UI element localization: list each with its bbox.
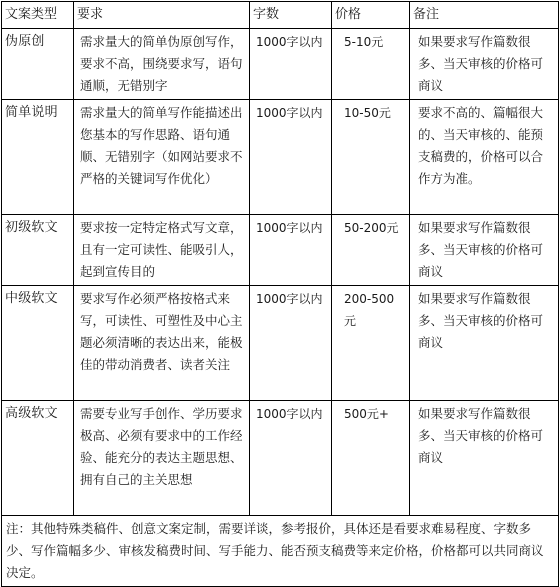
- table-row: [2, 401, 559, 516]
- requirement-cell: 需要专业写手创作、学历要求极高、必须有要求中的工作经验、能充分的表达主题思想、拥有自己的主关思想: [74, 401, 250, 516]
- price-cell: 200-500元: [332, 286, 410, 401]
- count-cell: 1000字以内: [250, 215, 332, 286]
- table-row: [2, 286, 559, 401]
- header-price: 价格: [332, 2, 410, 29]
- note-cell: 要求不高的、篇幅很大的、当天审核的、能预支稿费的，价格可以合作方为准。: [410, 100, 559, 215]
- note-cell: 如果要求写作篇数很多、当天审核的价格可商议: [410, 29, 559, 100]
- table-row: [2, 215, 559, 286]
- price-cell: 500元+: [332, 401, 410, 516]
- count-cell: 1000字以内: [250, 100, 332, 215]
- requirement-cell: 要求写作必须严格按格式来写，可读性、可塑性及中心主题必须清晰的表达出来，能极佳的带动消费者、读者关注: [74, 286, 250, 401]
- type-cell: 初级软文: [2, 215, 74, 286]
- type-cell: 伪原创: [2, 29, 74, 100]
- table-row: [2, 100, 559, 215]
- price-cell: 5-10元: [332, 29, 410, 100]
- note-cell: 如果要求写作篇数很多、当天审核的价格可商议: [410, 401, 559, 516]
- requirement-cell: 要求按一定特定格式写文章，且有一定可读性、能吸引人，起到宣传目的: [74, 215, 250, 286]
- type-cell: 简单说明: [2, 100, 74, 215]
- price-cell: 50-200元: [332, 215, 410, 286]
- header-note: 备注: [410, 2, 559, 29]
- type-cell: 中级软文: [2, 286, 74, 401]
- footnote-row: [2, 516, 559, 587]
- table-row: [2, 29, 559, 100]
- count-cell: 1000字以内: [250, 401, 332, 516]
- count-cell: 1000字以内: [250, 286, 332, 401]
- footnote-text: 注：其他特殊类稿件、创意文案定制，需要详谈，参考报价，具体还是看要求难易程度、字数多少、写作篇幅多少、审核发稿费时间、写手能力、能否预支稿费等来定价格，价格都可以共同商议决定。: [2, 516, 559, 587]
- header-type: 文案类型: [2, 2, 74, 29]
- type-cell: 高级软文: [2, 401, 74, 516]
- header-count: 字数: [250, 2, 332, 29]
- count-cell: 1000字以内: [250, 29, 332, 100]
- pricing-table: [1, 1, 559, 587]
- requirement-cell: 需求量大的简单伪原创写作，要求不高，围绕要求写，语句通顺，无错别字: [74, 29, 250, 100]
- price-cell: 10-50元: [332, 100, 410, 215]
- table-header-row: [2, 2, 559, 29]
- note-cell: 如果要求写作篇数很多、当天审核的价格可商议: [410, 215, 559, 286]
- requirement-cell: 需求量大的简单写作能描述出您基本的写作思路、语句通顺、无错别字（如网站要求不严格的关键词写作优化）: [74, 100, 250, 215]
- header-requirement: 要求: [74, 2, 250, 29]
- note-cell: 如果要求写作篇数很多、当天审核的价格可商议: [410, 286, 559, 401]
